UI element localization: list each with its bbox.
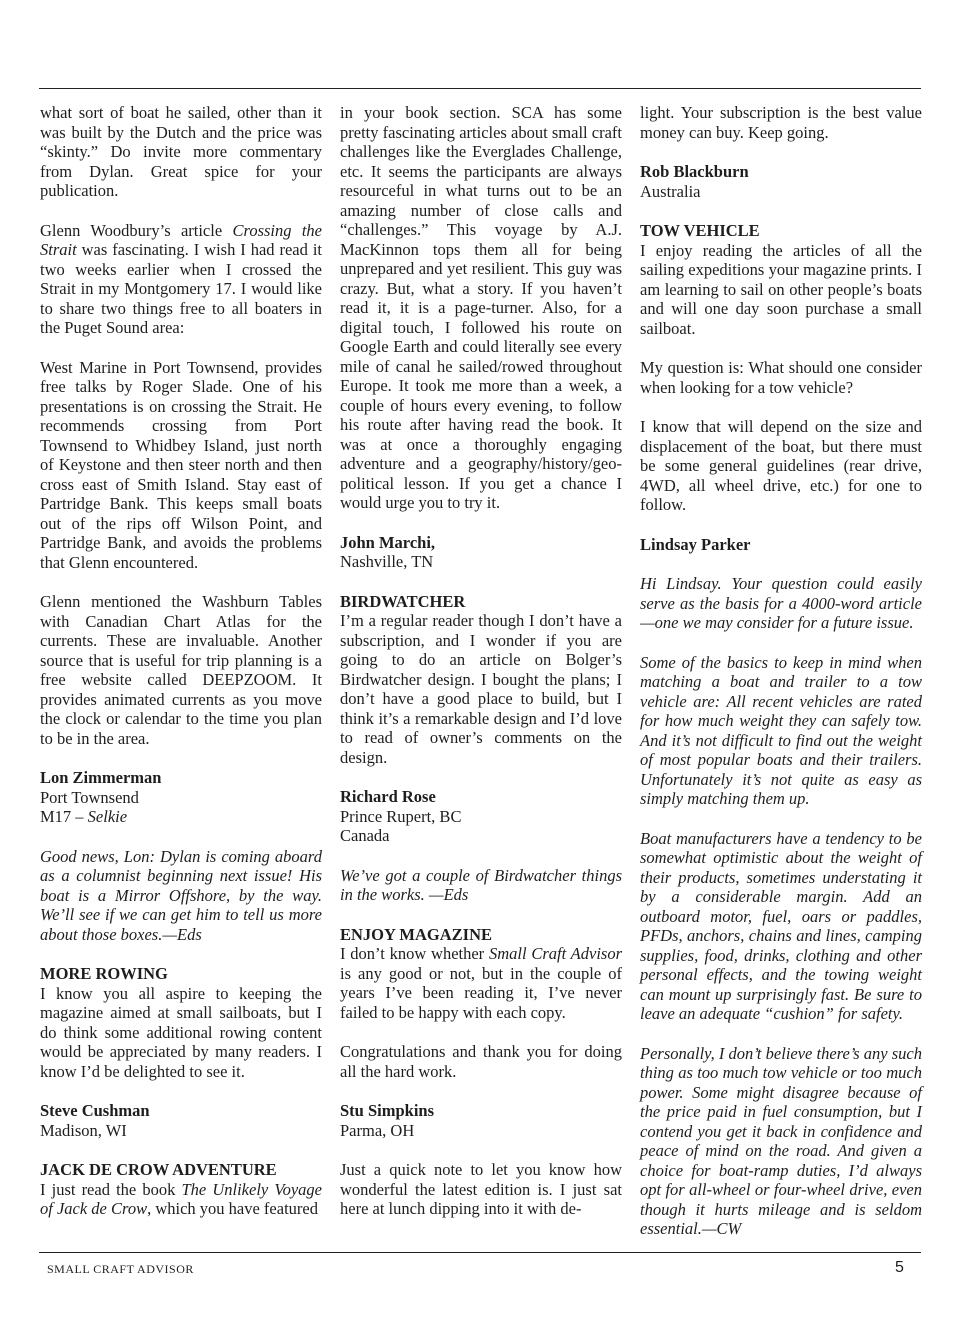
- signature-block: [640, 535, 922, 555]
- letter-paragraph: I’m a regular reader though I don’t have a subscription, and I wonder if you are going to do an article on Bolger’s Birdwatcher design. I bought the plans; I don’t have a good place to build, but I think it’s a remarkable design and I’d love to read of owner’s comments on the design.: [340, 611, 622, 767]
- letter-paragraph: I know that will depend on the size and displacement of the boat, but there must be some general guidelines (rear drive, 4WD, all wheel drive, etc.) for one to follow.: [640, 417, 922, 514]
- letter-heading: TOW VEHICLE: [640, 221, 760, 240]
- signature-location: Nashville, TN: [340, 552, 434, 571]
- footer-magazine-name: SMALL CRAFT ADVISOR: [47, 1262, 194, 1276]
- letter-block: [40, 964, 322, 1081]
- signature-block: [340, 1101, 622, 1140]
- signature-block: [340, 533, 622, 572]
- header-rule: [39, 88, 921, 89]
- signature-boat: [40, 807, 322, 827]
- signature-location: Port Townsend: [40, 787, 139, 807]
- letter-paragraph: in your book section. SCA has some pretty fascinating articles about small craft challenges like the Everglades Challenge, etc. It seems the participants are always resourceful in what turns out to be an amazing number of close calls and “challenges.” This voyage by A.J. MacKinnon tops them all for being unprepared and yet resilient. This guy was crazy. But, what a story. If you haven’t read it, it is a page-turner. Also, for a digital touch, I followed his route on Google Earth and could literally see every mile of canal he sailed/rowed throughout Europe. It took me more than a week, a couple of hours every evening, to follow his route after having read the book. It was at once a thoroughly engaging adventure and a geography/history/geo-political lesson. If you get a chance I would urge you to try it.: [340, 103, 622, 512]
- editor-reply: Boat manufacturers have a tendency to be somewhat optimistic about the weight of their products, sometimes understating it by a considerable margin. Add an outboard motor, fuel, oars or paddles, PFDs, anchors, chains and lines, camping supplies, food, drinks, clothing and other personal effects, and the towing weight can mount up surprisingly fast. Be sure to leave an adequate “cushion” for safety.: [640, 828, 922, 1023]
- editor-reply: Good news, Lon: Dylan is coming aboard as a columnist beginning next issue! His boat is a Mirror Offshore, by the way. We’ll see if we can get him to tell us more about those boxes.—Eds: [40, 846, 322, 944]
- letter-paragraph: I enjoy reading the articles of all the sailing expeditions your magazine prints. I am learning to sail on other people’s boats and will one day soon purchase a small sailboat.: [640, 240, 922, 338]
- letter-heading: JACK DE CROW ADVENTURE: [40, 1160, 277, 1179]
- signature-block: [340, 787, 622, 846]
- magazine-title: Small Craft Advisor: [488, 944, 622, 963]
- editor-reply: Some of the basics to keep in mind when matching a boat and trailer to a tow vehicle are: All recent vehicles are rated for how much weight they can safely tow. And it’s not difficult to find out the weight of most popular boats and their trailers. Unfortunately it’s not quite as easy as simply matching them up.: [640, 652, 922, 808]
- text-run: is any good or not, but in the couple of years I’ve been reading it, I’ve never failed to be happy with each copy.: [340, 963, 622, 1022]
- column-right: [640, 103, 922, 1239]
- text-run: Glenn Woodbury’s article: [40, 220, 233, 240]
- letter-paragraph: [40, 221, 322, 338]
- letter-paragraph: Congratulations and thank you for doing all the hard work.: [340, 1042, 622, 1081]
- letter-paragraph: what sort of boat he sailed, other than it was built by the Dutch and the price was “skinty.” Do invite more commentary from Dylan. Great spice for your publication.: [40, 103, 322, 200]
- signature-name: Rob Blackburn: [640, 162, 749, 181]
- letter-paragraph: West Marine in Port Townsend, provides free talks by Roger Slade. One of his presentations is on crossing the Strait. He recommends crossing from Port Townsend to Whidbey Island, just north of Keystone and then steer north and then cross east of Smith Island. Stay east of Partridge Bank. This keeps small boats out of the rips off Wilson Point, and Partridge Bank, and avoids the problems that Glenn encountered.: [40, 357, 322, 572]
- letter-paragraph: I know you all aspire to keeping the magazine aimed at small sailboats, but I do think some additional rowing content would be appreciated by many readers. I know I’d be delighted to see it.: [40, 983, 322, 1081]
- signature-block: [640, 162, 922, 201]
- letter-block: [340, 925, 622, 1023]
- letter-paragraph: My question is: What should one consider when looking for a tow vehicle?: [640, 358, 922, 397]
- text-run: was fascinating. I wish I had read it two weeks earlier when I crossed the Strait in my Montgomery 17. I would like to share two things free to all boaters in the Puget Sound area:: [40, 240, 322, 337]
- signature-location: Prince Rupert, BC: [340, 806, 462, 826]
- editor-reply: Hi Lindsay. Your question could easily serve as the basis for a 4000-word article—one we may consider for a future issue.: [640, 574, 922, 632]
- letter-block: [640, 221, 922, 338]
- letter-block: [340, 592, 622, 768]
- letter-heading: ENJOY MAGAZINE: [340, 924, 493, 944]
- boat-model: M17 –: [40, 807, 88, 826]
- signature-name: John Marchi,: [340, 532, 436, 552]
- signature-name: Lon Zimmerman: [40, 768, 162, 787]
- signature-name: Stu Simpkins: [340, 1101, 435, 1120]
- text-run: , which you have featured: [147, 1199, 318, 1218]
- editor-reply: Personally, I don’t believe there’s any such thing as too much tow vehicle or too much power. Some might disagree because of the price paid in fuel consumption, but I contend you get it back in confidence and peace of mind on the road. And given a choice for boat-ramp duties, I’d always opt for all-wheel or four-wheel drive, even though it hurts mileage and is seldom essential.—CW: [640, 1043, 922, 1238]
- letter-paragraph: light. Your subscription is the best value money can buy. Keep going.: [640, 103, 922, 142]
- page-number: 5: [895, 1259, 904, 1276]
- letter-paragraph: Just a quick note to let you know how wonderful the latest edition is. I just sat here at lunch dipping into it with de-: [340, 1160, 622, 1218]
- letter-paragraph: Glenn mentioned the Washburn Tables with Canadian Chart Atlas for the currents. These are invaluable. Another source that is useful for trip planning is a free website called DEEPZOOM. It provides animated currents as you move the clock or calendar to the time you plan to be in the area.: [40, 592, 322, 748]
- editor-reply: We’ve got a couple of Birdwatcher things in the works. —Eds: [340, 865, 622, 904]
- column-middle: [340, 103, 622, 1219]
- article-title: Crossing the Strait: [40, 220, 322, 259]
- signature-block: [40, 768, 322, 827]
- footer-rule: [39, 1252, 921, 1253]
- signature-name: Steve Cushman: [40, 1101, 150, 1120]
- column-left: [40, 103, 322, 1219]
- signature-country: Canada: [340, 826, 390, 845]
- letter-block: [40, 1160, 322, 1219]
- text-run: I don’t know whether: [340, 944, 489, 963]
- signature-name: Richard Rose: [340, 787, 436, 806]
- signature-location: Australia: [640, 181, 701, 201]
- signature-location: Madison, WI: [40, 1120, 127, 1140]
- signature-block: [40, 1101, 322, 1140]
- letter-heading: MORE ROWING: [40, 964, 168, 983]
- text-run: I just read the book: [40, 1179, 182, 1199]
- signature-name: Lindsay Parker: [640, 534, 751, 554]
- boat-name: Selkie: [87, 807, 128, 826]
- book-title: The Unlikely Voyage of Jack de Crow: [40, 1179, 322, 1218]
- signature-location: Parma, OH: [340, 1120, 415, 1140]
- letter-heading: BIRDWATCHER: [340, 591, 466, 611]
